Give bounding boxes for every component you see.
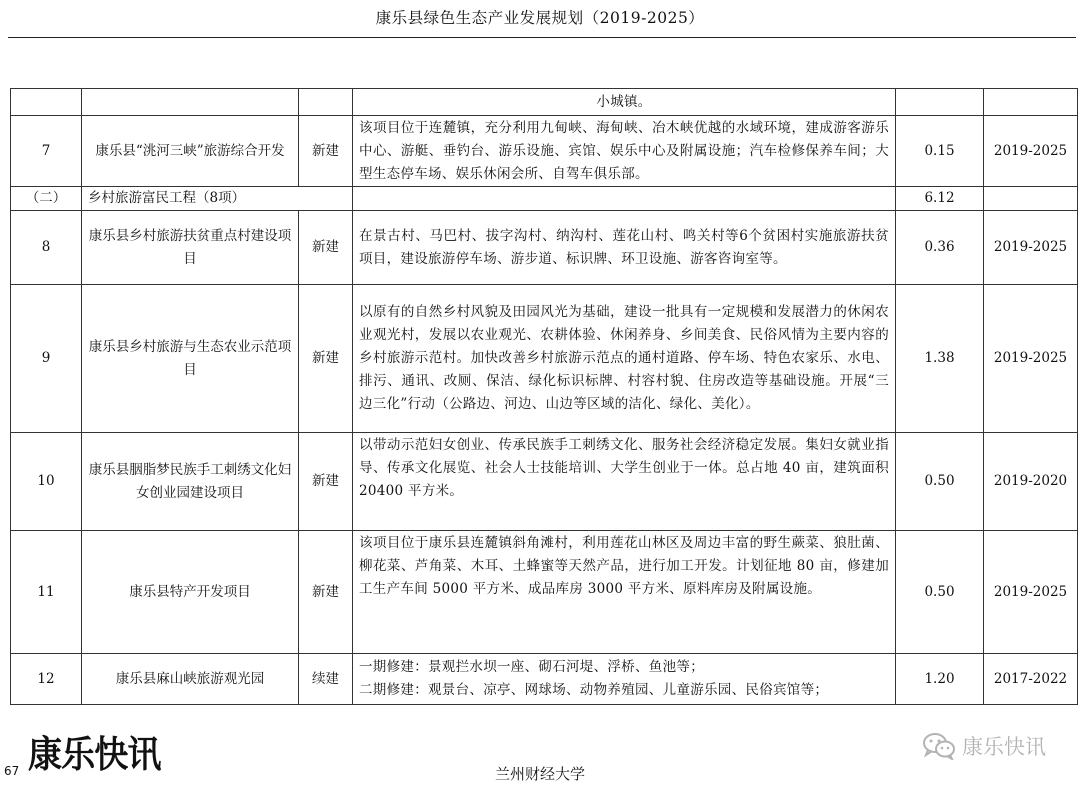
project-type: 新建 xyxy=(299,433,353,531)
header-divider xyxy=(8,37,1076,38)
project-amount: 0.50 xyxy=(896,531,984,654)
project-description: 以原有的自然乡村风貌及田园风光为基础，建设一批具有一定规模和发展潜力的休闲农业观光村，发展以农业观光、农耕体验、休闲养身、乡间美食、民俗风情为主要内容的乡村旅游示范村。加快改善乡村旅游示范点的通村道路、停车场、特色农家乐、水电、排污、通讯、改厕、保洁、绿化标识标牌、村容村貌、住房改造等基础设施。开展“三边三化”行动（公路边、河边、山边等区域的洁化、绿化、美化）。 xyxy=(353,285,896,433)
section-row xyxy=(11,187,1078,211)
page-header-title: 康乐县绿色生态产业发展规划（2019-2025） xyxy=(375,9,705,27)
project-amount: 0.50 xyxy=(896,433,984,531)
project-type: 新建 xyxy=(299,531,353,654)
project-period: 2017-2022 xyxy=(984,654,1078,705)
project-name: 康乐县乡村旅游扶贫重点村建设项目 xyxy=(82,211,299,285)
project-name: 康乐县特产开发项目 xyxy=(82,531,299,654)
section-title: 乡村旅游富民工程（8项） xyxy=(82,187,353,211)
table-row xyxy=(11,285,1078,433)
project-period: 2019-2025 xyxy=(984,116,1078,187)
project-description: 该项目位于连麓镇，充分利用九甸峡、海甸峡、冶木峡优越的水域环境，建成游客游乐中心、游艇、垂钓台、游乐设施、宾馆、娱乐中心及附属设施；汽车检修保养车间；大型生态停车场、娱乐休闲会所、自驾车俱乐部。 xyxy=(353,116,896,187)
project-description: 该项目位于康乐县连麓镇斜角滩村，利用莲花山林区及周边丰富的野生蕨菜、狼肚菌、柳花菜、芦角菜、木耳、土蜂蜜等天然产品，进行加工开发。计划征地 80 亩，修建加工生产车间 5000 平方米、成品库房 3000 平方米、原料库房及附属设施。 xyxy=(353,531,896,654)
project-period: 2019-2025 xyxy=(984,285,1078,433)
brand-logo: 康乐快讯 xyxy=(28,733,161,776)
project-period: 2019-2025 xyxy=(984,211,1078,285)
project-period: 2019-2025 xyxy=(984,531,1078,654)
project-type: 新建 xyxy=(299,211,353,285)
cell-name xyxy=(82,89,299,116)
section-amount: 6.12 xyxy=(896,187,984,211)
watermark xyxy=(922,728,1046,764)
description-line: 一期修建：景观拦水坝一座、砌石河堤、浮桥、鱼池等； xyxy=(359,659,704,675)
project-amount: 1.20 xyxy=(896,654,984,705)
project-description: 以带动示范妇女创业、传承民族手工刺绣文化、服务社会经济稳定发展。集妇女就业指导、传承文化展览、社会人士技能培训、大学生创业于一体。总占地 40 亩，建筑面积 20400 平方米。 xyxy=(353,433,896,531)
description-line: 二期修建：观景台、凉亭、网球场、动物养殖园、儿童游乐园、民俗宾馆等； xyxy=(359,682,829,698)
project-number: 9 xyxy=(11,285,82,433)
watermark-text: 康乐快讯 xyxy=(962,735,1046,759)
project-number: 12 xyxy=(11,654,82,705)
project-name: 康乐县胭脂梦民族手工刺绣文化妇女创业园建设项目 xyxy=(82,433,299,531)
wechat-icon xyxy=(922,732,956,760)
cell-amount xyxy=(896,89,984,116)
table-row-continuation xyxy=(11,89,1078,116)
project-name: 康乐县乡村旅游与生态农业示范项目 xyxy=(82,285,299,433)
page-number: 67 xyxy=(4,764,20,778)
section-number: （二） xyxy=(11,187,82,211)
project-type: 新建 xyxy=(299,116,353,187)
cell-num xyxy=(11,89,82,116)
project-description xyxy=(353,654,896,705)
project-number: 10 xyxy=(11,433,82,531)
project-amount: 1.38 xyxy=(896,285,984,433)
section-period xyxy=(984,187,1078,211)
table-row xyxy=(11,116,1078,187)
section-description xyxy=(353,187,896,211)
project-description: 在景古村、马巴村、拔字沟村、纳沟村、莲花山村、鸣关村等6个贫困村实施旅游扶贫项目，建设旅游停车场、游步道、标识牌、环卫设施、游客咨询室等。 xyxy=(353,211,896,285)
project-number: 11 xyxy=(11,531,82,654)
project-name: 康乐县麻山峡旅游观光园 xyxy=(82,654,299,705)
project-number: 8 xyxy=(11,211,82,285)
cell-period xyxy=(984,89,1078,116)
project-type: 续建 xyxy=(299,654,353,705)
project-name: 康乐县“洮河三峡”旅游综合开发 xyxy=(82,116,299,187)
project-amount: 0.36 xyxy=(896,211,984,285)
cell-type xyxy=(299,89,353,116)
footer-university: 兰州财经大学 xyxy=(494,765,585,783)
project-number: 7 xyxy=(11,116,82,187)
project-table xyxy=(10,88,1078,705)
project-type: 新建 xyxy=(299,285,353,433)
table-row xyxy=(11,654,1078,705)
table-row xyxy=(11,211,1078,285)
table-row xyxy=(11,433,1078,531)
table-row xyxy=(11,531,1078,654)
project-amount: 0.15 xyxy=(896,116,984,187)
cell-description: 小城镇。 xyxy=(353,89,896,116)
project-period: 2019-2020 xyxy=(984,433,1078,531)
